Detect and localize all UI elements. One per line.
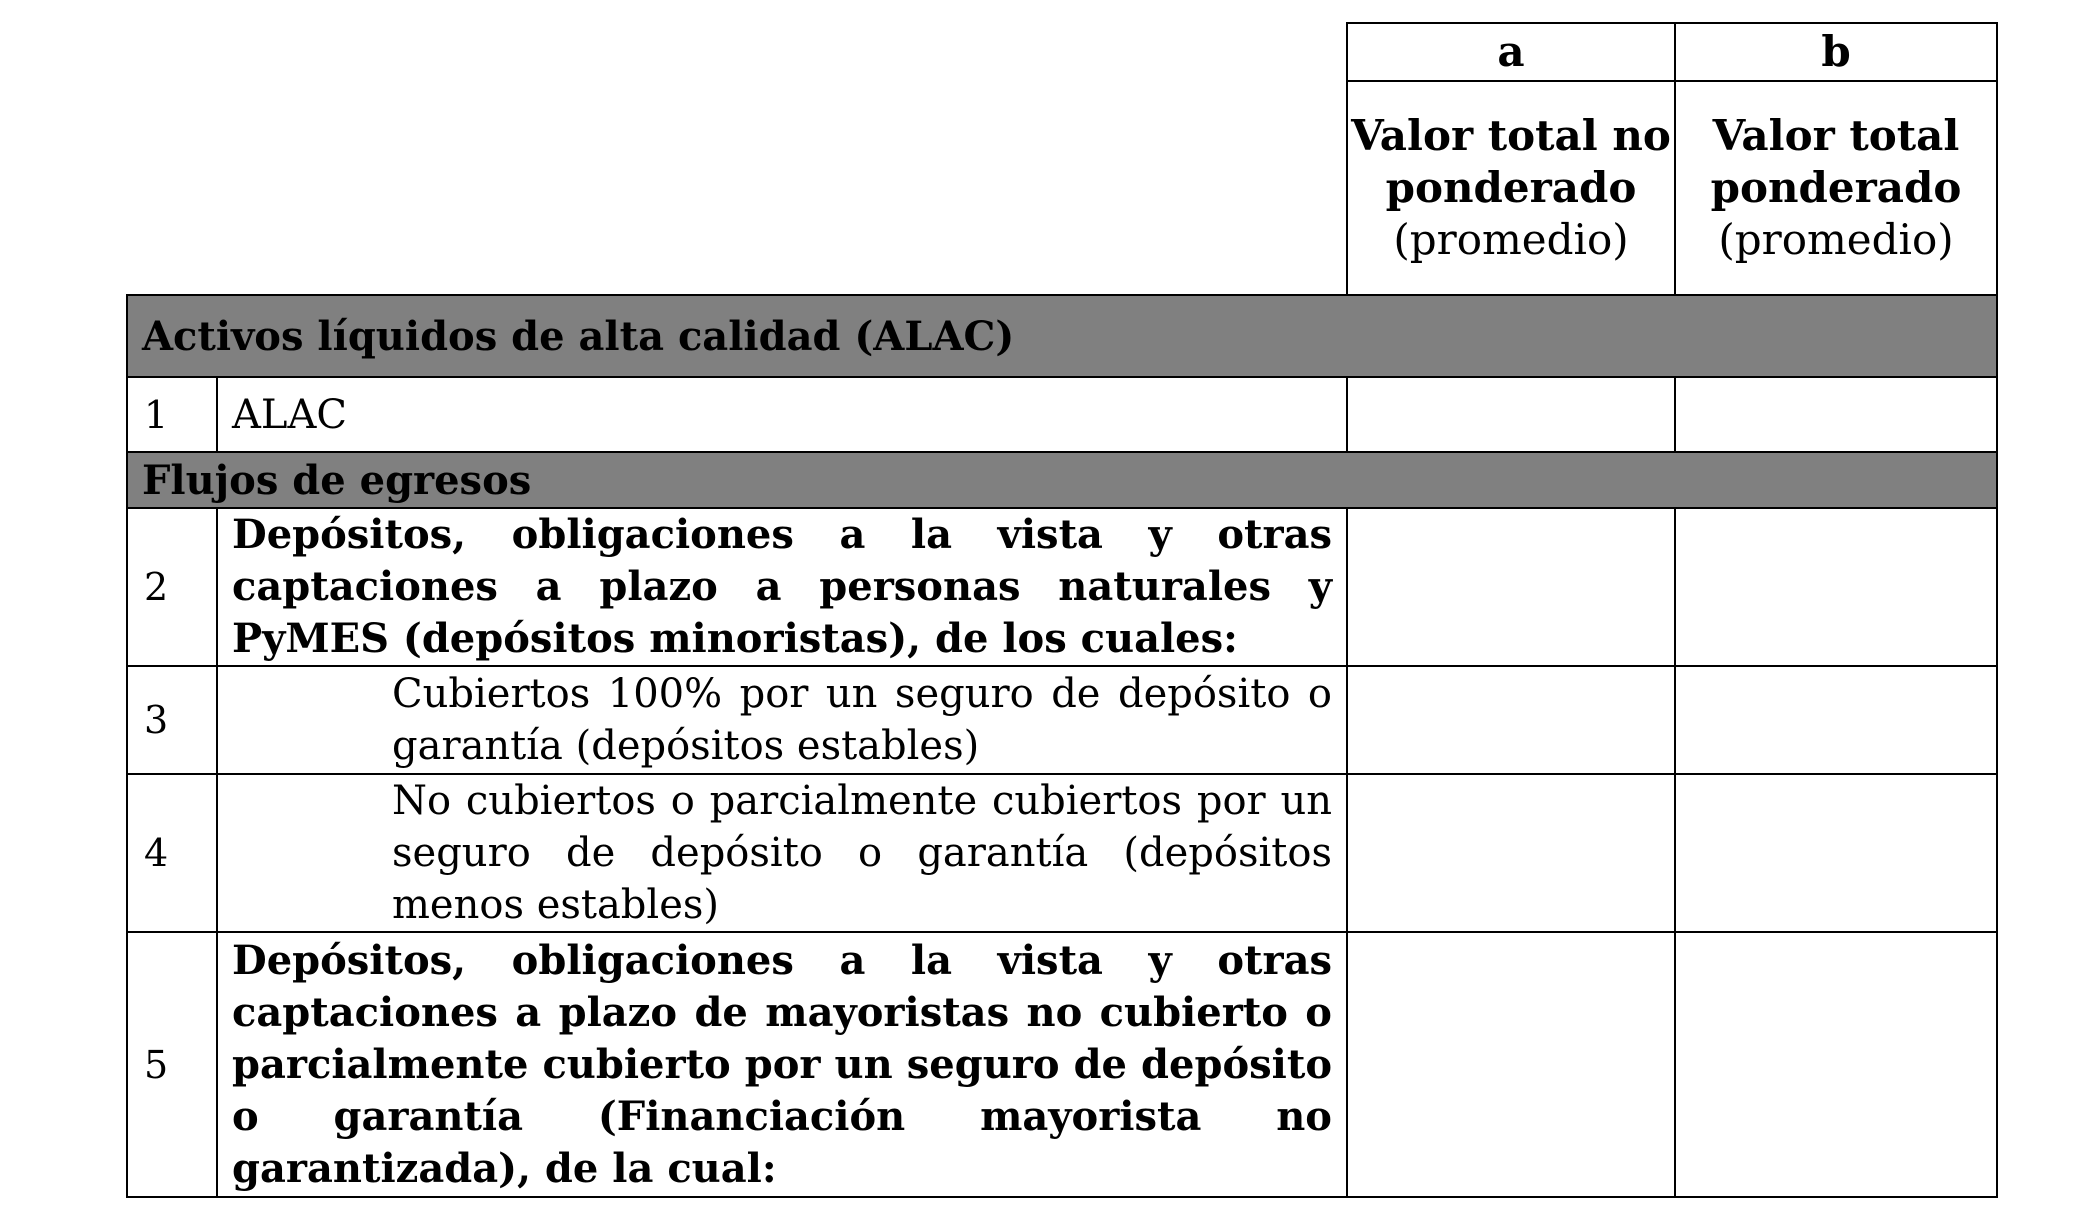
row-value-b <box>1675 508 1997 666</box>
column-a-title: Valor total no ponderado <box>1351 111 1671 212</box>
row-number: 5 <box>127 932 217 1197</box>
row-value-b <box>1675 932 1997 1197</box>
row-number: 3 <box>127 666 217 774</box>
row-value-a <box>1347 508 1675 666</box>
column-b-header <box>1675 81 1997 295</box>
column-a-letter: a <box>1347 23 1675 81</box>
header-blank <box>127 23 1347 81</box>
table-row <box>127 666 1997 774</box>
table-row <box>127 932 1997 1197</box>
row-value-a <box>1347 377 1675 452</box>
table-row <box>127 377 1997 452</box>
row-number: 1 <box>127 377 217 452</box>
row-value-b <box>1675 666 1997 774</box>
row-value-a <box>1347 666 1675 774</box>
row-value-b <box>1675 774 1997 932</box>
section-title: Flujos de egresos <box>127 452 1997 508</box>
column-a-header <box>1347 81 1675 295</box>
header-blank <box>127 81 1347 295</box>
column-b-letter: b <box>1675 23 1997 81</box>
row-value-a <box>1347 774 1675 932</box>
row-label: Depósitos, obligaciones a la vista y otras captaciones a plazo a personas naturales y PyMES (depósitos minoristas), de los cuales: <box>217 508 1347 666</box>
row-label: No cubiertos o parcialmente cubiertos por un seguro de depósito o garantía (depósitos menos estables) <box>217 774 1347 932</box>
column-b-title: Valor total ponderado <box>1710 111 1962 212</box>
lcr-table <box>126 22 1998 1198</box>
row-value-b <box>1675 377 1997 452</box>
column-a-subtitle: (promedio) <box>1393 215 1629 264</box>
row-label: ALAC <box>217 377 1347 452</box>
row-number: 2 <box>127 508 217 666</box>
column-letter-row <box>127 23 1997 81</box>
section-row-alac <box>127 295 1997 377</box>
row-value-a <box>1347 932 1675 1197</box>
section-row-egresos <box>127 452 1997 508</box>
row-label: Depósitos, obligaciones a la vista y otras captaciones a plazo de mayoristas no cubierto o parcialmente cubierto por un seguro de depósito o garantía (Financiación mayorista no garantizada), de la cual: <box>217 932 1347 1197</box>
table-row <box>127 508 1997 666</box>
section-title: Activos líquidos de alta calidad (ALAC) <box>127 295 1997 377</box>
row-number: 4 <box>127 774 217 932</box>
column-title-row <box>127 81 1997 295</box>
row-label: Cubiertos 100% por un seguro de depósito o garantía (depósitos estables) <box>217 666 1347 774</box>
table-row <box>127 774 1997 932</box>
column-b-subtitle: (promedio) <box>1718 215 1954 264</box>
